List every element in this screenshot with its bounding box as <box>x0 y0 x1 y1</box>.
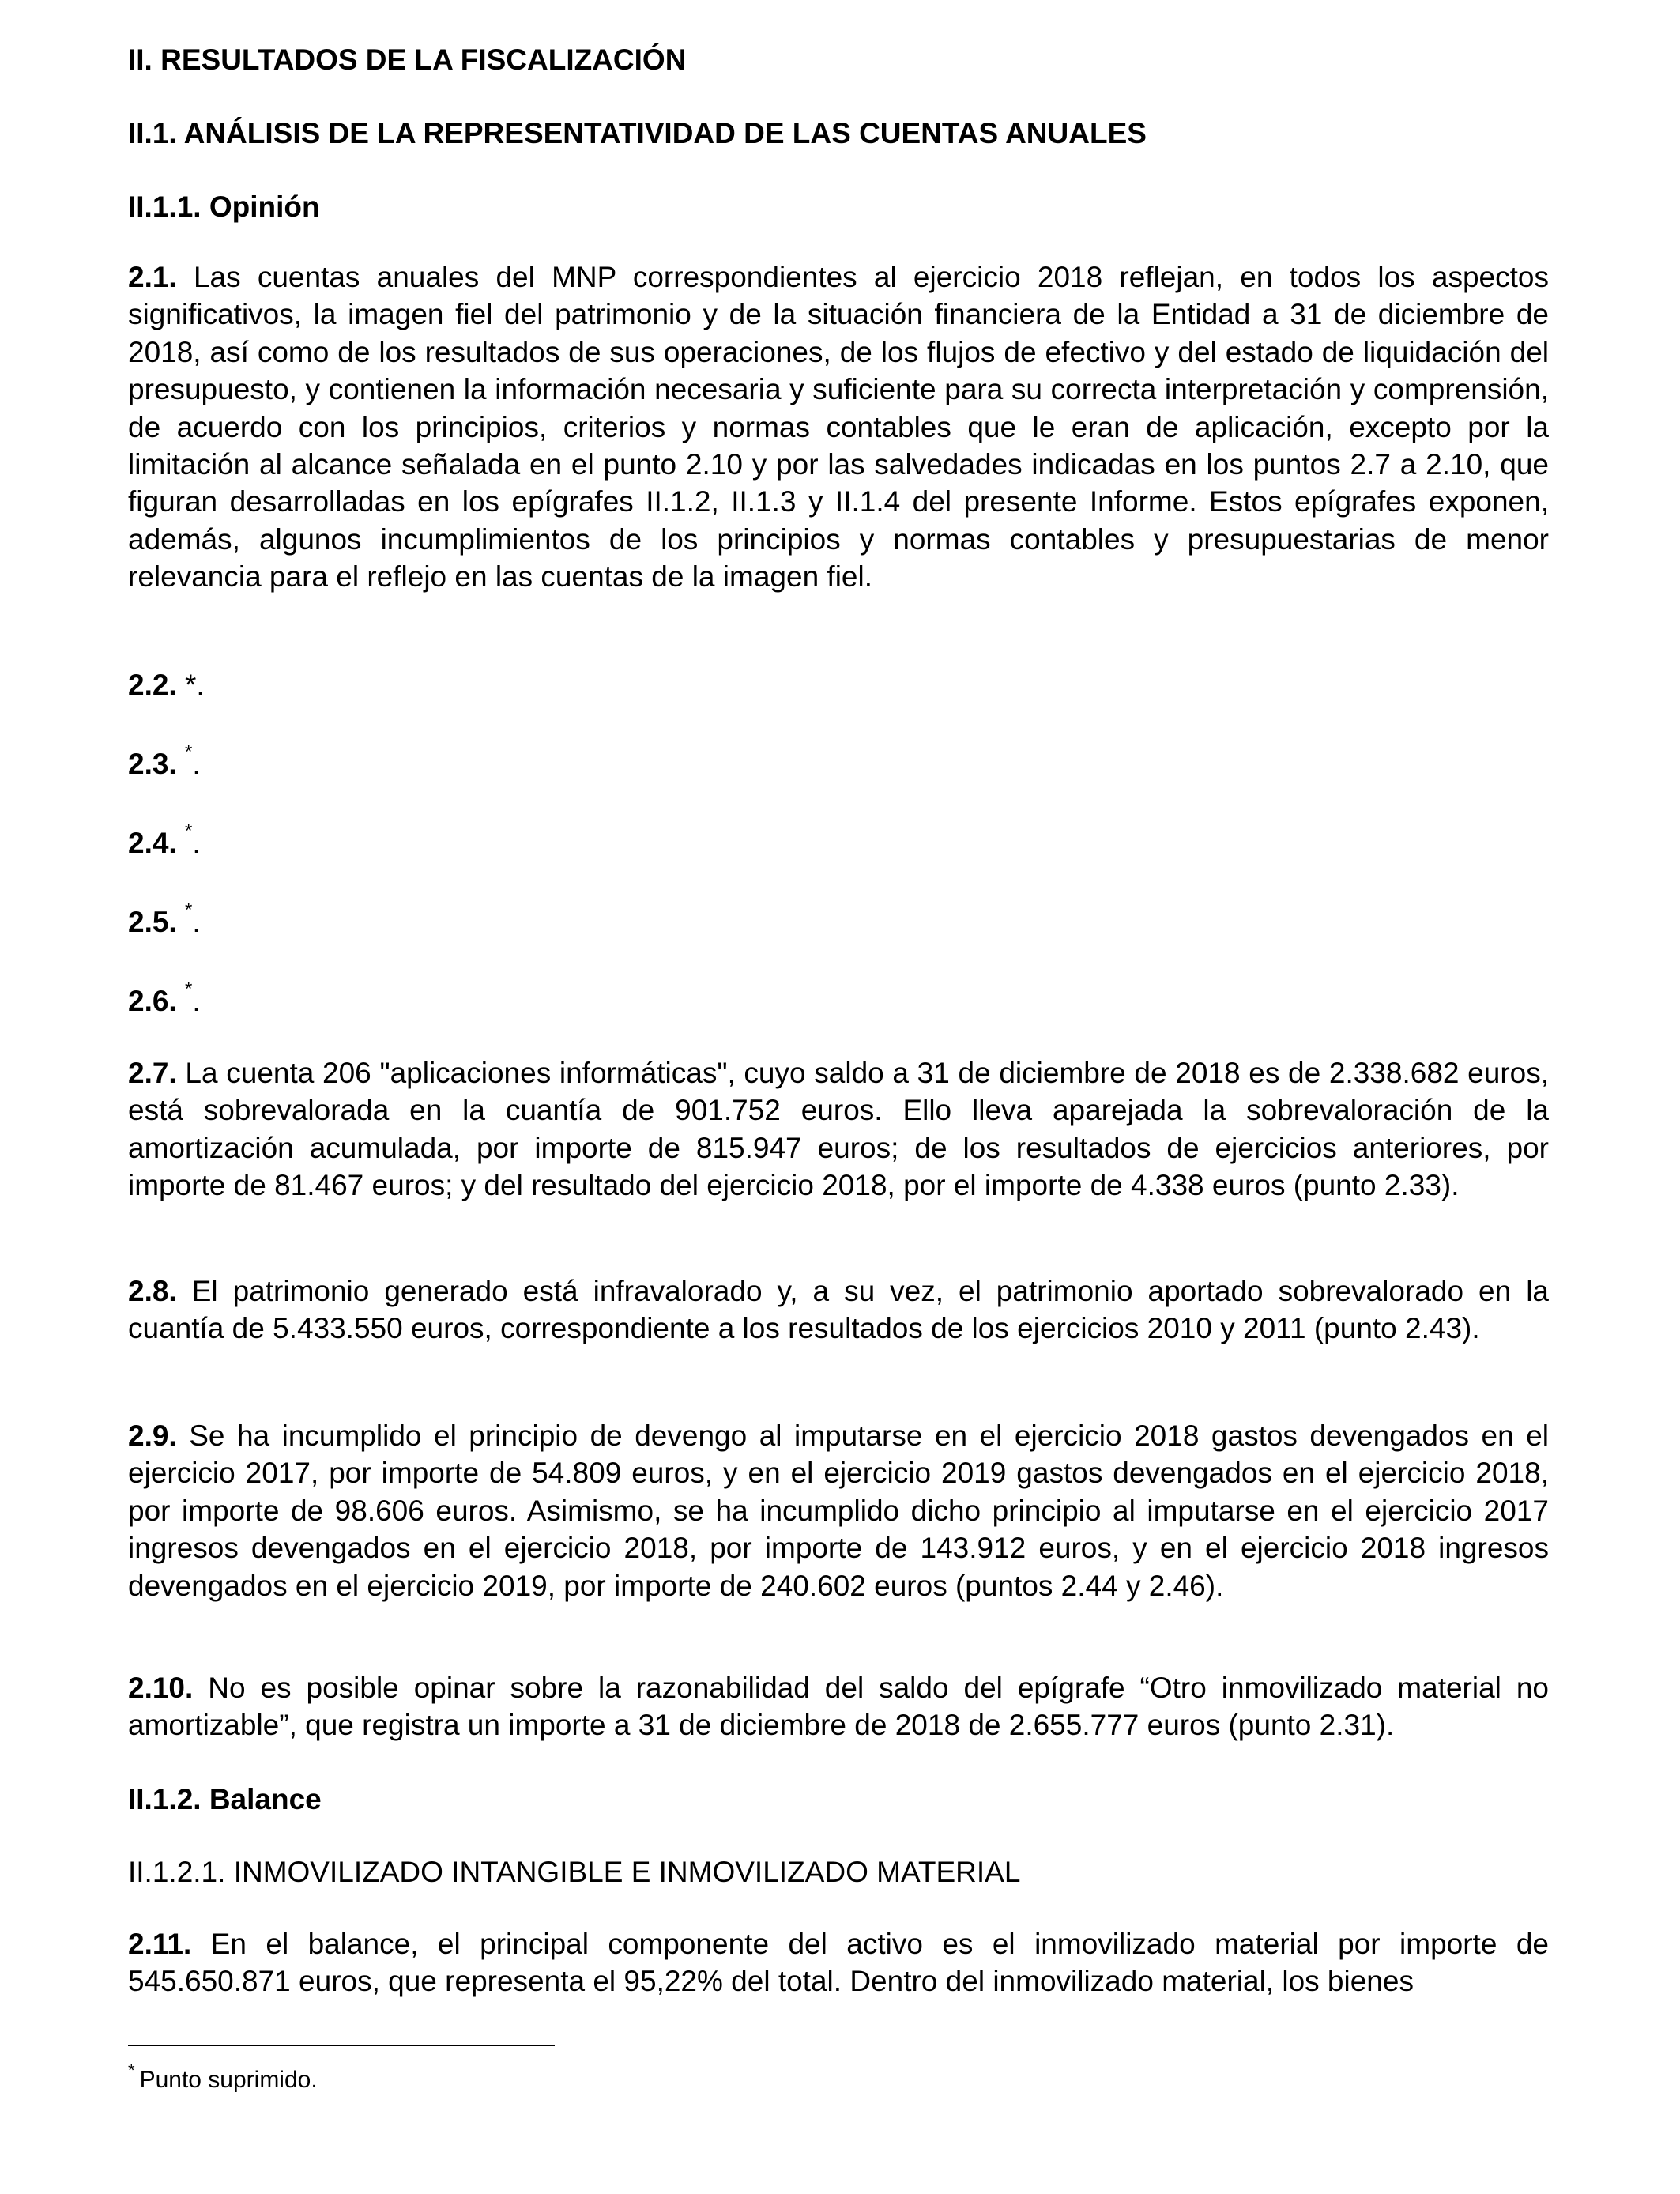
paragraph-number: 2.10. <box>128 1672 194 1704</box>
paragraph-number: 2.2. <box>128 669 177 701</box>
paragraph-dot: . <box>192 906 201 938</box>
footnote-separator <box>128 2045 555 2046</box>
paragraph-2-9 <box>128 1417 1549 1604</box>
paragraph-dot: . <box>192 985 201 1017</box>
paragraph-2-8 <box>128 1272 1549 1348</box>
paragraph-text: Las cuentas anuales del MNP correspondientes al ejercicio 2018 reflejan, en todos los aspectos significativos, la imagen fiel del patrimonio y de la situación financiera de la Entidad a 31 de diciembre de 2018, así como de los resultados de sus operaciones, de los flujos de efectivo y del estado de liquidación del presupuesto, y contienen la información necesaria y suficiente para su correcta interpretación y comprensión, de acuerdo con los principios, criterios y normas contables que le eran de aplicación, excepto por la limitación al alcance señalada en el punto 2.10 y por las salvedades indicadas en los puntos 2.7 a 2.10, que figuran desarrolladas en los epígrafes II.1.2, II.1.3 y II.1.4 del presente Informe. Estos epígrafes exponen, además, algunos incumplimientos de los principios y normas contables y presupuestarias de menor relevancia para el reflejo en las cuentas de la imagen fiel. <box>128 261 1549 594</box>
subsection-heading: II.1. ANÁLISIS DE LA REPRESENTATIVIDAD DE LAS CUENTAS ANUALES <box>128 117 1147 149</box>
paragraph-text: En el balance, el principal componente del activo es el inmovilizado material por importe de 545.650.871 euros, que representa el 95,22% del total. Dentro del inmovilizado material, los bienes <box>128 1928 1549 1998</box>
paragraph-number: 2.4. <box>128 827 177 859</box>
paragraph-number: 2.7. <box>128 1057 177 1089</box>
paragraph-dot: . <box>192 827 201 859</box>
paragraph-number: 2.8. <box>128 1275 177 1307</box>
paragraph-text: No es posible opinar sobre la razonabilidad del saldo del epígrafe “Otro inmovilizado material no amortizable”, que registra un importe a 31 de diciembre de 2018 de 2.655.777 euros (punto 2.31). <box>128 1672 1549 1742</box>
footnote-ref: * <box>185 820 193 842</box>
footnote-ref: * <box>185 978 193 1000</box>
paragraph-dot: . <box>192 748 201 780</box>
paragraph-number: 2.1. <box>128 261 177 293</box>
inmovilizado-heading: II.1.2.1. INMOVILIZADO INTANGIBLE E INMOVILIZADO MATERIAL <box>128 1856 1021 1888</box>
balance-heading: II.1.2. Balance <box>128 1783 322 1815</box>
paragraph-2-1 <box>128 258 1549 596</box>
paragraph-2-5 <box>128 899 201 941</box>
footnote-ref: * <box>185 899 193 921</box>
paragraph-number: 2.3. <box>128 748 177 780</box>
paragraph-number: 2.11. <box>128 1928 192 1960</box>
footnote-text: Punto suprimido. <box>139 2067 318 2093</box>
paragraph-number: 2.5. <box>128 906 177 938</box>
footnote-mark: * <box>128 2060 135 2080</box>
opinion-heading: II.1.1. Opinión <box>128 190 320 223</box>
paragraph-number: 2.9. <box>128 1419 177 1452</box>
paragraph-2-10 <box>128 1669 1549 1744</box>
footnote <box>128 2060 318 2096</box>
paragraph-number: 2.6. <box>128 985 177 1017</box>
paragraph-dot: . <box>196 669 205 701</box>
paragraph-2-6 <box>128 978 201 1020</box>
footnote-ref: * <box>185 741 193 763</box>
paragraph-2-2 <box>128 666 205 703</box>
paragraph-2-11 <box>128 1925 1549 2000</box>
paragraph-text: Se ha incumplido el principio de devengo al imputarse en el ejercicio 2018 gastos devengados en el ejercicio 2017, por importe de 54.809 euros, y en el ejercicio 2019 gastos devengados en el ejercicio 2018, por importe de 98.606 euros. Asimismo, se ha incumplido dicho principio al imputarse en el ejercicio 2017 ingresos devengados en el ejercicio 2018, por importe de 143.912 euros, y en el ejercicio 2018 ingresos devengados en el ejercicio 2019, por importe de 240.602 euros (puntos 2.44 y 2.46). <box>128 1419 1549 1602</box>
paragraph-2-7 <box>128 1054 1549 1204</box>
paragraph-text: La cuenta 206 "aplicaciones informáticas", cuyo saldo a 31 de diciembre de 2018 es de 2.338.682 euros, está sobrevalorada en la cuantía de 901.752 euros. Ello lleva aparejada la sobrevaloración de la amortización acumulada, por importe de 815.947 euros; de los resultados de ejercicios anteriores, por importe de 81.467 euros; y del resultado del ejercicio 2018, por el importe de 4.338 euros (punto 2.33). <box>128 1057 1549 1202</box>
paragraph-text: El patrimonio generado está infravalorado y, a su vez, el patrimonio aportado sobrevalorado en la cuantía de 5.433.550 euros, correspondiente a los resultados de los ejercicios 2010 y 2011 (punto 2.43). <box>128 1275 1549 1345</box>
paragraph-2-3 <box>128 741 201 782</box>
section-heading: II. RESULTADOS DE LA FISCALIZACIÓN <box>128 43 687 76</box>
suppressed-mark: * <box>185 669 197 701</box>
paragraph-2-4 <box>128 820 201 861</box>
